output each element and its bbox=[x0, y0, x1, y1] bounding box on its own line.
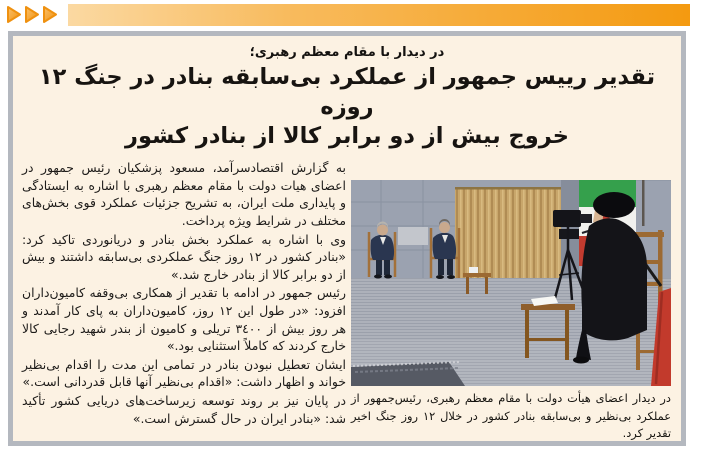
article-body bbox=[22, 159, 346, 443]
fast-forward-arrows-icon bbox=[5, 3, 61, 27]
meeting-photo bbox=[351, 180, 671, 386]
body-paragraph: به گزارش اقتصادسرآمد، مسعود پزشکیان رئیس جمهور در اعضای هیات دولت با مقام معظم رهبری با اشاره به ایستادگی و پایداری ملت ایران، به تشریح جزئیات عملکرد قوی بخش‌های مختلف در شرایط ویژه پرداخت. bbox=[22, 160, 346, 228]
photo-caption: در دیدار اعضای هیأت دولت با مقام معظم رهبری، رئیس‌جمهور از عملکرد بی‌نظیر و بی‌سابقه بنادر کشور در خلال ۱۲ روز جنگ اخیر تقدیر کرد. bbox=[351, 391, 671, 441]
accent-bar bbox=[68, 4, 690, 26]
body-paragraph: در پایان نیز بر روند توسعه زیرساخت‌های دریایی کشور تأکید شد: «بنادر ایران در حال گسترش است.» bbox=[22, 392, 346, 426]
headline-line-2: خروج بیش از دو برابر کالا از بنادر کشور bbox=[125, 123, 569, 150]
body-paragraph: ایشان تعطیل نبودن بنادر در تمامی این مدت را اقدام بی‌نظیر خواند و اظهار داشت: «اقدام بی‌نظیر آنها قابل قدردانی است.» bbox=[22, 356, 346, 390]
article-headline bbox=[23, 63, 671, 152]
article-kicker: در دیدار با مقام معظم رهبری؛ bbox=[249, 45, 445, 60]
headline-line-1: تقدیر رییس جمهور از عملکرد بی‌سابقه بنادر در جنگ ۱۲ روزه bbox=[38, 64, 656, 120]
article-content bbox=[13, 159, 681, 443]
photo-column bbox=[351, 159, 671, 443]
article-box bbox=[8, 31, 686, 446]
body-paragraph: رئیس جمهور در ادامه با تقدیر از همکاری بی‌وقفه کامیون‌داران افزود: «در طول این ۱۲ روز، کامیون‌داران به پای کار آمدند و هر روز بیش از ۳٤۰۰ تریلی و کامیون از بندر شهید رجایی کالا خارج کردند که کاملاً استثنایی بود.» bbox=[22, 285, 346, 354]
photo-curtain bbox=[455, 187, 561, 278]
body-paragraph: وی با اشاره به عملکرد بخش بنادر و دریانوردی تاکید کرد: «بنادر کشور در ۱۲ روز جنگ عملکردی بی‌سابقه داشتند و بیش از دو برابر کالا از بنادر خارج شد.» bbox=[22, 231, 346, 282]
